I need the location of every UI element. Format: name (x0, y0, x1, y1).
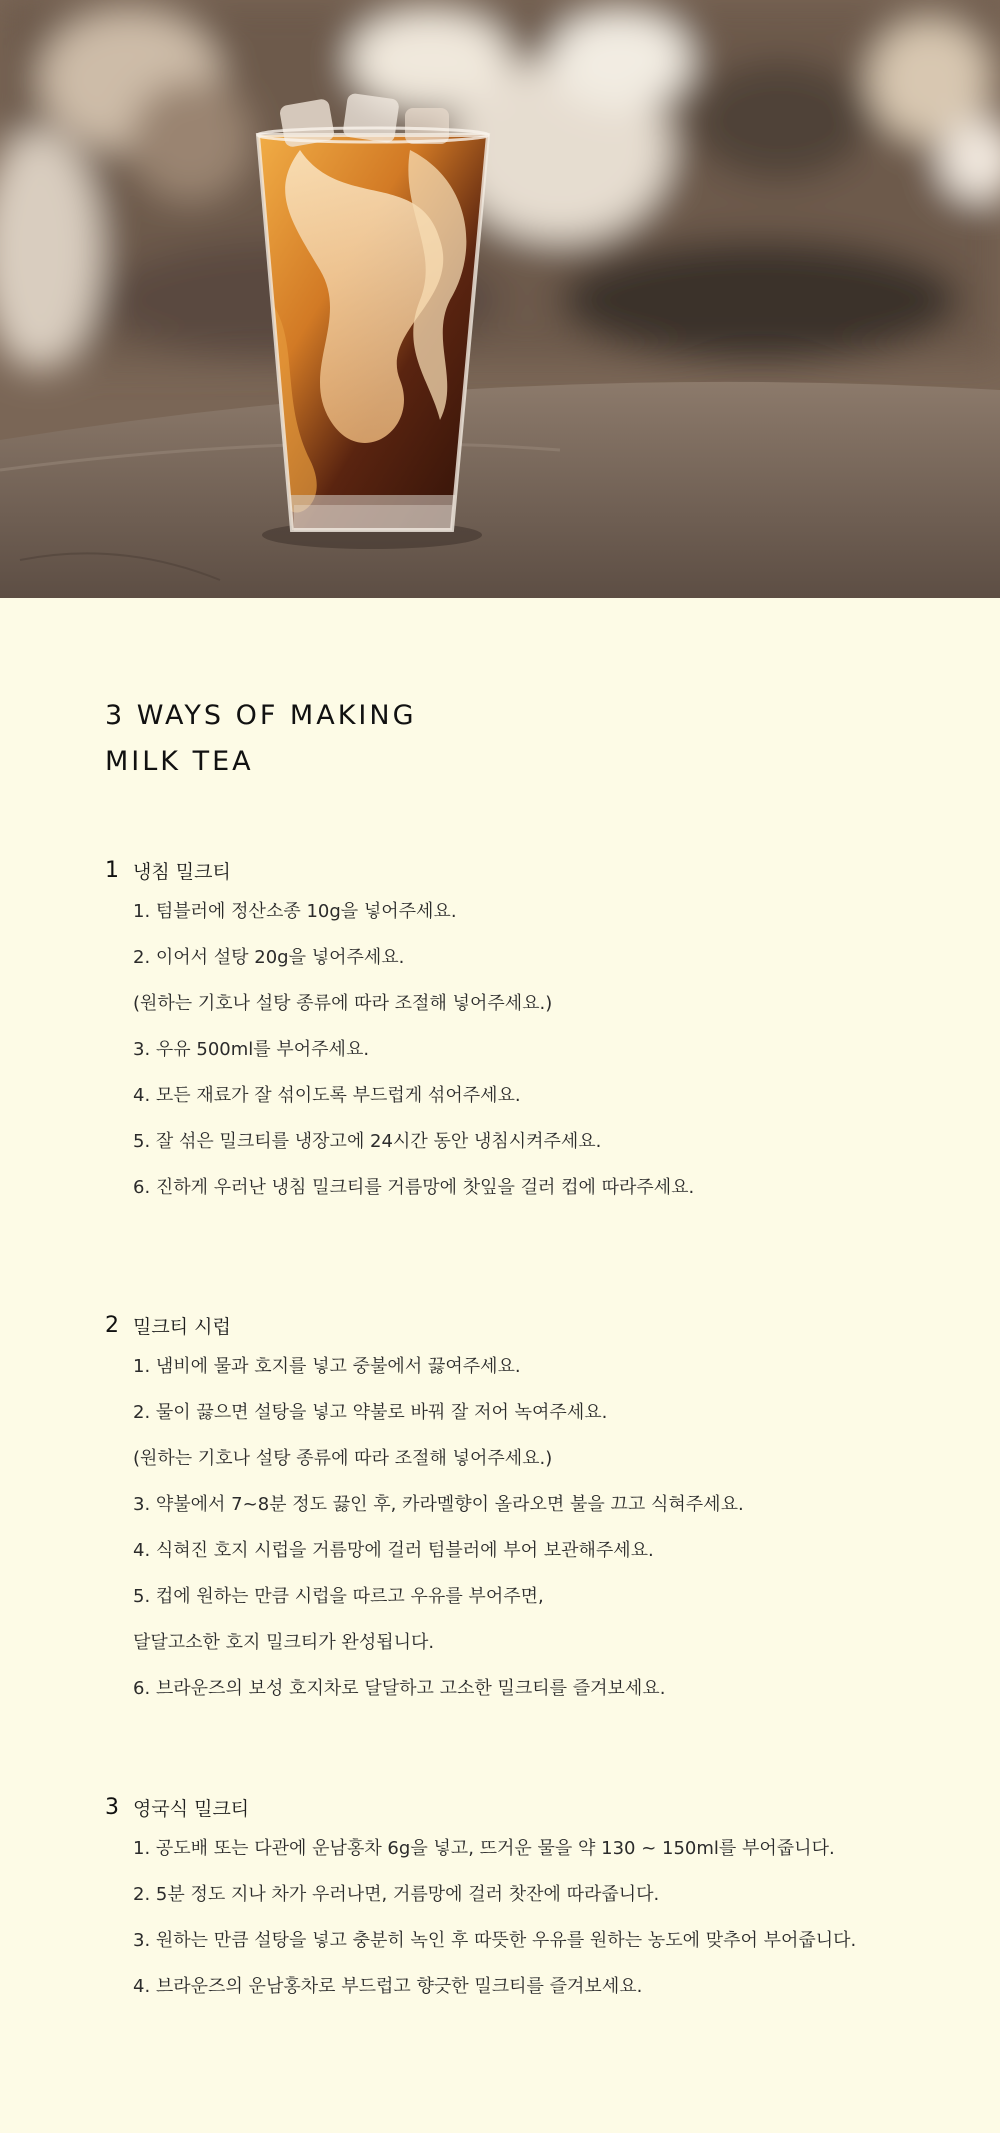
step-item: 2. 5분 정도 지나 차가 우러나면, 거름망에 걸러 찻잔에 따라줍니다. (133, 1884, 660, 1905)
page-title (105, 693, 417, 785)
recipe-section-3 (105, 1792, 965, 2010)
section-title: 밀크티 시럽 (133, 1315, 231, 1338)
step-item: (원하는 기호나 설탕 종류에 따라 조절해 넣어주세요.) (133, 993, 553, 1014)
step-item: 1. 텀블러에 정산소종 10g을 넣어주세요. (133, 901, 457, 922)
step-item: 5. 잘 섞은 밀크티를 냉장고에 24시간 동안 냉침시켜주세요. (133, 1131, 602, 1152)
step-list (105, 889, 965, 1211)
recipe-content (0, 598, 1000, 2133)
step-item: 1. 냄비에 물과 호지를 넣고 중불에서 끓여주세요. (133, 1356, 521, 1377)
step-list (105, 1826, 965, 2010)
step-item: 3. 약불에서 7~8분 정도 끓인 후, 카라멜향이 올라오면 불을 끄고 식혀주세요. (133, 1494, 744, 1515)
step-item: 6. 진하게 우러난 냉침 밀크티를 거름망에 찻잎을 걸러 컵에 따라주세요. (133, 1177, 695, 1198)
recipe-section-2 (105, 1310, 965, 1712)
section-number: 3 (105, 1794, 119, 1820)
step-item: 1. 공도배 또는 다관에 운남홍차 6g을 넣고, 뜨거운 물을 약 130 ~ 150ml를 부어줍니다. (133, 1838, 835, 1859)
section-header (105, 1310, 965, 1340)
section-title: 영국식 밀크티 (133, 1797, 250, 1820)
step-item: 6. 브라운즈의 보성 호지차로 달달하고 고소한 밀크티를 즐겨보세요. (133, 1678, 666, 1699)
page-title-line-1: 3 WAYS OF MAKING (105, 700, 417, 731)
step-item: 3. 우유 500ml를 부어주세요. (133, 1039, 370, 1060)
step-item: 2. 이어서 설탕 20g을 넣어주세요. (133, 947, 405, 968)
hero-image (0, 0, 1000, 598)
step-item: 5. 컵에 원하는 만큼 시럽을 따르고 우유를 부어주면, (133, 1586, 544, 1607)
recipe-section-1 (105, 855, 965, 1211)
section-header (105, 1792, 965, 1822)
iced-milk-tea-photo (0, 0, 1000, 598)
step-item: 2. 물이 끓으면 설탕을 넣고 약불로 바꿔 잘 저어 녹여주세요. (133, 1402, 608, 1423)
step-item: 4. 브라운즈의 운남홍차로 부드럽고 향긋한 밀크티를 즐겨보세요. (133, 1976, 643, 1997)
step-list (105, 1344, 965, 1712)
page-title-line-2: MILK TEA (105, 746, 254, 777)
step-item: 4. 식혀진 호지 시럽을 거름망에 걸러 텀블러에 부어 보관해주세요. (133, 1540, 654, 1561)
section-header (105, 855, 965, 885)
section-number: 2 (105, 1312, 119, 1338)
step-item: (원하는 기호나 설탕 종류에 따라 조절해 넣어주세요.) (133, 1448, 553, 1469)
step-item: 4. 모든 재료가 잘 섞이도록 부드럽게 섞어주세요. (133, 1085, 521, 1106)
step-item: 달달고소한 호지 밀크티가 완성됩니다. (133, 1632, 435, 1653)
section-number: 1 (105, 857, 119, 883)
section-title: 냉침 밀크티 (133, 860, 231, 883)
step-item: 3. 원하는 만큼 설탕을 넣고 충분히 녹인 후 따뜻한 우유를 원하는 농도에 맞추어 부어줍니다. (133, 1930, 857, 1951)
